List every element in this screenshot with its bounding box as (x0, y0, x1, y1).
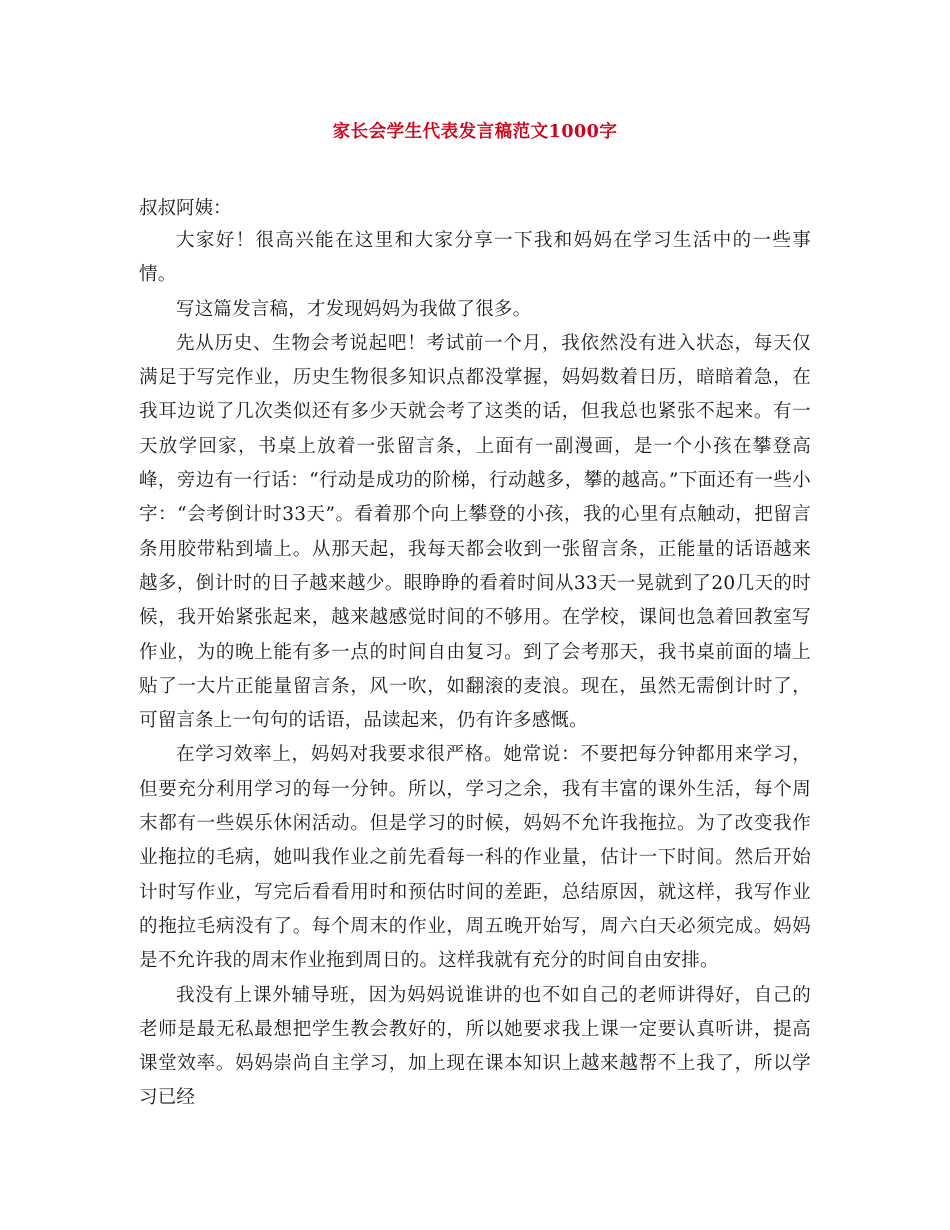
paragraph: 先从历史、生物会考说起吧！考试前一个月，我依然没有进入状态，每天仅满足于写完作业，历史生物很多知识点都没掌握，妈妈数着日历，暗暗着急，在我耳边说了几次类似还有多少天就会考了这类的话，但我总也紧张不起来。有一天放学回家，书桌上放着一张留言条，上面有一副漫画，是一个小孩在攀登高峰，旁边有一行话：“行动是成功的阶梯，行动越多，攀的越高。”下面还有一些小字：“会考倒计时33天”。看着那个向上攀登的小孩，我的心里有点触动，把留言条用胶带粘到墙上。从那天起，我每天都会收到一张留言条，正能量的话语越来越多，倒计时的日子越来越少。眼睁睁的看着时间从33天一晃就到了20几天的时候，我开始紧张起来，越来越感觉时间的不够用。在学校，课间也急着回教室写作业，为的晚上能有多一点的时间自由复习。到了会考那天，我书桌前面的墙上贴了一大片正能量留言条，风一吹，如翻滚的麦浪。现在，虽然无需倒计时了，可留言条上一句句的话语，品读起来，仍有许多感慨。 (139, 332, 811, 732)
paragraph: 大家好！很高兴能在这里和大家分享一下我和妈妈在学习生活中的一些事情。 (139, 230, 811, 286)
paragraph: 写这篇发言稿，才发现妈妈为我做了很多。 (176, 298, 532, 320)
paragraph: 我没有上课外辅导班，因为妈妈说谁讲的也不如自己的老师讲得好，自己的老师是最无私最想把学生教会教好的，所以她要求我上课一定要认真听讲，提高课堂效率。妈妈崇尚自主学习，加上现在课本知识上越来越帮不上我了，所以学习已经 (139, 984, 811, 1109)
paragraph: 在学习效率上，妈妈对我要求很严格。她常说：不要把每分钟都用来学习，但要充分利用学习的每一分钟。所以，学习之余，我有丰富的课外生活，每个周末都有一些娱乐休闲活动。但是学习的时候，妈妈不允许我拖拉。为了改变我作业拖拉的毛病，她叫我作业之前先看每一科的作业量，估计一下时间。然后开始计时写作业，写完后看看用时和预估时间的差距，总结原因，就这样，我写作业的拖拉毛病没有了。每个周末的作业，周五晚开始写，周六白天必须完成。妈妈是不允许我的周末作业拖到周日的。这样我就有充分的时间自由安排。 (139, 744, 811, 972)
salutation: 叔叔阿姨： (139, 198, 232, 219)
document-body (139, 224, 811, 1116)
document-title: 家长会学生代表发言稿范文1000字 (332, 122, 618, 142)
